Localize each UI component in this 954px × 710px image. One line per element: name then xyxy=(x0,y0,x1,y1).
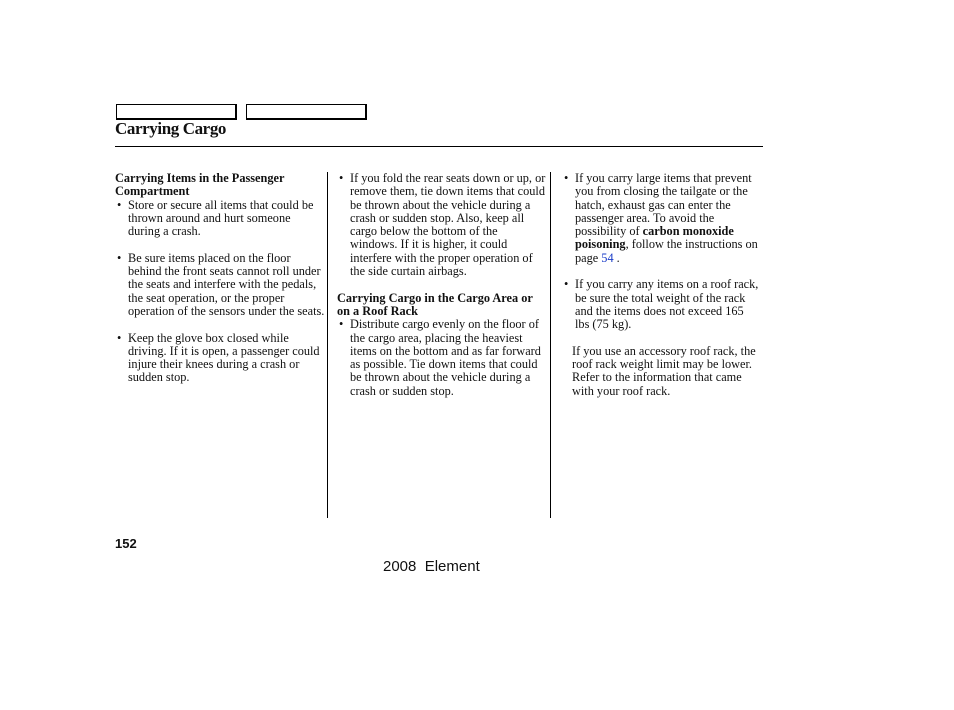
bullet-icon: • xyxy=(339,171,344,185)
text-segment: If you carry large items that prevent you from closing the tailgate or the hatch, exhaust gas can enter the passenger area. To avoid the possibility of xyxy=(575,171,752,239)
list-item xyxy=(562,278,760,331)
bullet-icon: • xyxy=(117,330,122,345)
column-3 xyxy=(562,172,760,398)
list-item-text: If you fold the rear seats down or up, or remove them, tie down items that could be thrown about the vehicle during a crash or sudden stop. Also, keep all cargo below the bottom of the windows. If it is higher, it could interfere with the proper operation of the side curtain airbags. xyxy=(350,171,546,279)
list-item-text: Be sure items placed on the floor behind the front seats cannot roll under the seats and interfere with the pedals, the seat operation, or the proper operation of the sensors under the seats. xyxy=(128,250,325,318)
list-item-text: Distribute cargo evenly on the floor of the cargo area, placing the heaviest items on the bottom and as far forward as possible. Tie down items that could be thrown about the vehicle during a crash or sudden stop. xyxy=(350,317,541,398)
nav-tab-1[interactable] xyxy=(116,104,237,120)
column-2 xyxy=(337,172,547,398)
list-item xyxy=(337,318,547,398)
page-title: Carrying Cargo xyxy=(115,119,227,138)
page-number: 152 xyxy=(115,536,137,551)
bullet-icon: • xyxy=(564,171,569,185)
list-item xyxy=(115,252,325,318)
footer-model: 2008 Element xyxy=(383,558,480,575)
roof-rack-note: If you use an accessory roof rack, the roof rack weight limit may be lower. Refer to the information that came with your roof rack. xyxy=(572,343,756,398)
bullet-icon: • xyxy=(339,317,344,332)
bullet-icon: • xyxy=(117,250,122,265)
bullet-icon: • xyxy=(117,197,122,212)
warning-term: carbon monoxide poisoning xyxy=(575,224,734,252)
column-1 xyxy=(115,172,325,385)
list-item xyxy=(115,332,325,385)
bullet-icon: • xyxy=(564,277,569,292)
list-item xyxy=(115,199,325,239)
section-heading-passenger: Carrying Items in the Passenger Compartment xyxy=(115,171,285,199)
text-segment: . xyxy=(613,250,620,265)
list-item-text: Keep the glove box closed while driving. If it is open, a passenger could injure their knees during a crash or sudden stop. xyxy=(128,330,320,385)
page-link[interactable]: 54 xyxy=(601,250,614,265)
column-divider-2 xyxy=(550,172,551,518)
list-item xyxy=(562,172,760,265)
list-item xyxy=(337,172,547,278)
section-heading-cargo-area: Carrying Cargo in the Cargo Area or on a Roof Rack xyxy=(337,290,533,318)
list-item-text: Store or secure all items that could be thrown around and hurt someone during a crash. xyxy=(128,197,314,239)
list-item-text: If you carry any items on a roof rack, be sure the total weight of the rack and the items does not exceed 165 lbs (75 kg). xyxy=(575,277,759,332)
list-item-text xyxy=(575,171,758,265)
nav-tab-2[interactable] xyxy=(246,104,367,120)
text-segment: , follow the instructions on page xyxy=(575,237,758,265)
column-divider-1 xyxy=(327,172,328,518)
title-rule xyxy=(115,146,763,147)
